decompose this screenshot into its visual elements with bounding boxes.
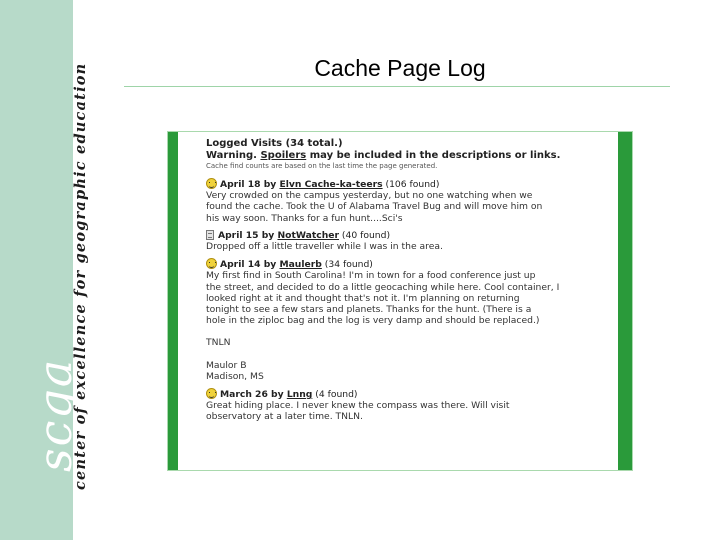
spoiler-warning (206, 150, 610, 162)
brand-tagline: center of excellence for geographic education (72, 62, 89, 490)
log-date: April 15 by (218, 229, 278, 241)
sidebar-band (0, 0, 89, 540)
log-found-count: (4 found) (312, 389, 358, 401)
log-entry (206, 388, 610, 423)
title-divider (124, 86, 670, 87)
log-entry (206, 178, 610, 224)
log-user-link[interactable]: NotWatcher (277, 229, 340, 241)
log-text-line: Dropped off a little traveller while I was in the area. (206, 241, 443, 253)
fine-print: Cache find counts are based on the last time the page generated. (206, 162, 438, 170)
logged-visits-header: Logged Visits (34 total.) (206, 138, 343, 149)
log-entry-header (206, 178, 610, 190)
log-text-line: Great hiding place. I never knew the compass was there. Will visit (206, 400, 510, 412)
spoilers-link[interactable]: Spoilers (260, 150, 307, 161)
log-text-line: Madison, MS (206, 370, 264, 382)
log-text-line: found the cache. Took the U of Alabama Travel Bug and will move him on (206, 201, 543, 213)
log-user-link[interactable]: Maulerb (279, 259, 322, 271)
warning-prefix: Warning. (206, 150, 261, 161)
log-entry (206, 230, 610, 252)
log-text-line: his way soon. Thanks for a fun hunt....Sci's (206, 212, 403, 224)
smiley-icon (206, 178, 217, 189)
log-blank-line (206, 326, 610, 337)
smiley-icon (206, 388, 217, 399)
log-entry-header (206, 258, 610, 270)
brand-logo: scga (28, 357, 82, 472)
log-date: March 26 by (220, 389, 287, 401)
log-found-count: (106 found) (382, 179, 440, 190)
log-found-count: (40 found) (339, 229, 391, 241)
smiley-icon (206, 258, 217, 269)
log-blank-line (206, 349, 610, 360)
log-text-line: observatory at a later time. TNLN. (206, 411, 363, 423)
log-text-line: Maulor B (206, 359, 247, 371)
log-date: April 18 by (220, 179, 280, 190)
log-text-line: the street, and decided to do a little geocaching while here. Cool container, I (206, 281, 560, 293)
log-text-line: tonight to see a few stars and planets. Thanks for the hunt. (There is a (206, 304, 532, 316)
log-entry-header (206, 388, 610, 400)
warning-suffix: may be included in the descriptions or links. (306, 150, 561, 161)
log-text-line: hole in the ziploc bag and the log is very damp and should be replaced.) (206, 315, 540, 327)
log-text-line: Very crowded on the campus yesterday, but no one watching when we (206, 190, 533, 202)
log-text-line: My first find in South Carolina! I'm in town for a food conference just up (206, 270, 536, 282)
log-date: April 14 by (220, 259, 280, 271)
log-list (206, 178, 610, 423)
log-entry-header (206, 230, 610, 241)
log-text-line: TNLN (206, 337, 231, 349)
cache-log-screenshot (167, 131, 633, 471)
note-icon (206, 230, 214, 240)
log-entry (206, 258, 610, 382)
log-user-link[interactable]: Elvn Cache-ka-teers (279, 179, 383, 190)
log-found-count: (34 found) (321, 259, 373, 271)
slide-title: Cache Page Log (314, 55, 486, 81)
log-panel (178, 132, 618, 470)
log-text-line: looked right at it and thought that's not it. I'm planning on returning (206, 292, 520, 304)
log-user-link[interactable]: Lnng (286, 389, 313, 401)
